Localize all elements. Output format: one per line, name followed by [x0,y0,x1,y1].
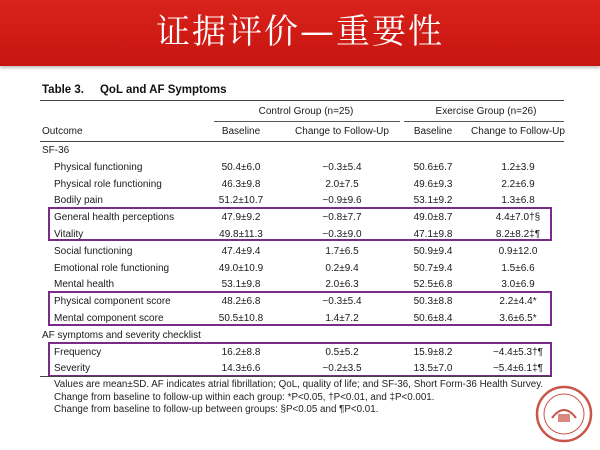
row-label: Frequency [54,346,102,358]
highlight-box-health-vitality [48,207,552,241]
section-title: AF symptoms and severity checklist [42,329,201,341]
row-label: Emotional role functioning [54,262,170,274]
cell-control-change: 1.4±7.2 [325,313,359,324]
cell-control-change: −0.8±7.7 [322,212,362,224]
col-header-exercise-baseline: Baseline [413,126,453,137]
cell-control-baseline: 48.2±6.8 [221,296,261,308]
cell-exercise-change: −4.4±5.3†¶ [492,346,544,358]
cell-exercise-change: 3.0±6.9 [501,279,535,291]
exercise-group-header: Exercise Group (n=26) [435,106,537,117]
col-header-control-baseline: Baseline [221,126,261,137]
row-label: Physical functioning [54,161,143,173]
cell-exercise-baseline: 50.7±9.4 [413,262,453,274]
cell-control-change: 0.2±9.4 [325,262,359,274]
cell-exercise-change: 1.3±6.8 [501,195,535,207]
cell-exercise-baseline: 53.1±9.2 [413,195,453,207]
cell-exercise-baseline: 50.6±6.7 [413,161,453,173]
cell-exercise-change: 4.4±7.0†§ [495,212,541,224]
cell-control-change: 1.7±6.5 [325,245,359,257]
table-footnotes [54,379,543,417]
row-label: Physical component score [54,296,171,308]
cell-exercise-change: 1.2±3.9 [501,161,535,173]
cell-control-change: −0.2±3.5 [322,363,362,375]
cell-exercise-change: 0.9±12.0 [498,245,538,257]
cell-exercise-baseline: 15.9±8.2 [413,346,453,358]
cell-control-change: 2.0±7.5 [325,178,359,190]
university-seal-logo [534,384,594,444]
table-top-rule [40,100,564,101]
cell-control-baseline: 14.3±6.6 [221,363,261,375]
cell-control-baseline: 50.5±10.8 [218,313,264,324]
cell-control-change: 2.0±6.3 [325,279,359,291]
cell-control-change: 0.5±5.2 [325,346,359,358]
footnote-3: Change from baseline to follow-up between groups: §P<0.05 and ¶P<0.01. [54,404,379,415]
cell-exercise-change: 1.5±6.6 [501,262,535,274]
control-group-rule [214,121,400,122]
footnote-1: Values are mean±SD. AF indicates atrial fibrillation; QoL, quality of life; and SF-36, Short Form-36 Health Survey. [54,379,544,390]
section-title: SF-36 [42,145,70,156]
table-bottom-rule [40,376,552,377]
cell-exercise-baseline: 13.5±7.0 [413,363,453,375]
slide-title: 证据评价—重要性 [156,12,444,52]
table-caption [42,84,226,96]
cell-control-baseline: 46.3±9.8 [221,178,261,190]
table-number: Table 3. [42,84,84,96]
cell-exercise-change: 3.6±6.5* [499,313,537,324]
row-label: Mental health [54,279,115,291]
cell-exercise-change: 2.2±4.4* [499,296,537,308]
cell-control-baseline: 51.2±10.7 [218,195,264,207]
cell-control-change: −0.3±5.4 [322,161,362,173]
cell-exercise-baseline: 49.0±8.7 [413,212,453,224]
row-label: General health perceptions [54,212,175,224]
row-label: Severity [54,363,91,375]
col-header-exercise-change: Change to Follow-Up [471,126,565,137]
cell-exercise-change: 8.2±8.2‡¶ [495,229,541,240]
cell-control-baseline: 47.4±9.4 [221,245,261,257]
row-label: Mental component score [54,313,164,324]
cell-exercise-baseline: 50.3±8.8 [413,296,453,308]
row-label: Bodily pain [54,195,103,207]
cell-exercise-baseline: 47.1±9.8 [413,229,453,240]
cell-control-baseline: 47.9±9.2 [221,212,261,224]
cell-exercise-baseline: 50.6±8.4 [413,313,453,324]
cell-control-baseline: 50.4±6.0 [221,161,261,173]
cell-exercise-baseline: 50.9±9.4 [413,245,453,257]
cell-exercise-change: 2.2±6.9 [501,178,535,190]
cell-control-change: −0.9±9.6 [322,195,362,207]
row-label: Vitality [54,229,84,240]
col-header-outcome: Outcome [42,126,83,137]
title-banner [0,0,600,66]
highlight-box-component-scores [48,291,552,326]
cell-exercise-baseline: 49.6±9.3 [413,178,453,190]
cell-control-change: −0.3±5.4 [322,296,362,308]
col-header-control-change: Change to Follow-Up [295,126,389,137]
cell-control-baseline: 53.1±9.8 [221,279,261,291]
row-label: Social functioning [54,245,133,257]
cell-exercise-baseline: 52.5±6.8 [413,279,453,291]
cell-control-baseline: 16.2±8.8 [221,346,261,358]
highlight-box-af-symptoms [48,342,552,377]
exercise-group-rule [404,121,564,122]
cell-control-baseline: 49.0±10.9 [218,262,264,274]
row-label: Physical role functioning [54,178,162,190]
header-bottom-rule [40,141,564,142]
cell-control-change: −0.3±9.0 [322,229,362,240]
table-name: QoL and AF Symptoms [99,84,227,96]
cell-control-baseline: 49.8±11.3 [219,229,263,240]
cell-exercise-change: −5.4±6.1‡¶ [492,363,544,375]
control-group-header: Control Group (n=25) [258,106,354,117]
footnote-2: Change from baseline to follow-up within each group: *P<0.05, †P<0.01, and ‡P<0.001. [54,391,435,403]
